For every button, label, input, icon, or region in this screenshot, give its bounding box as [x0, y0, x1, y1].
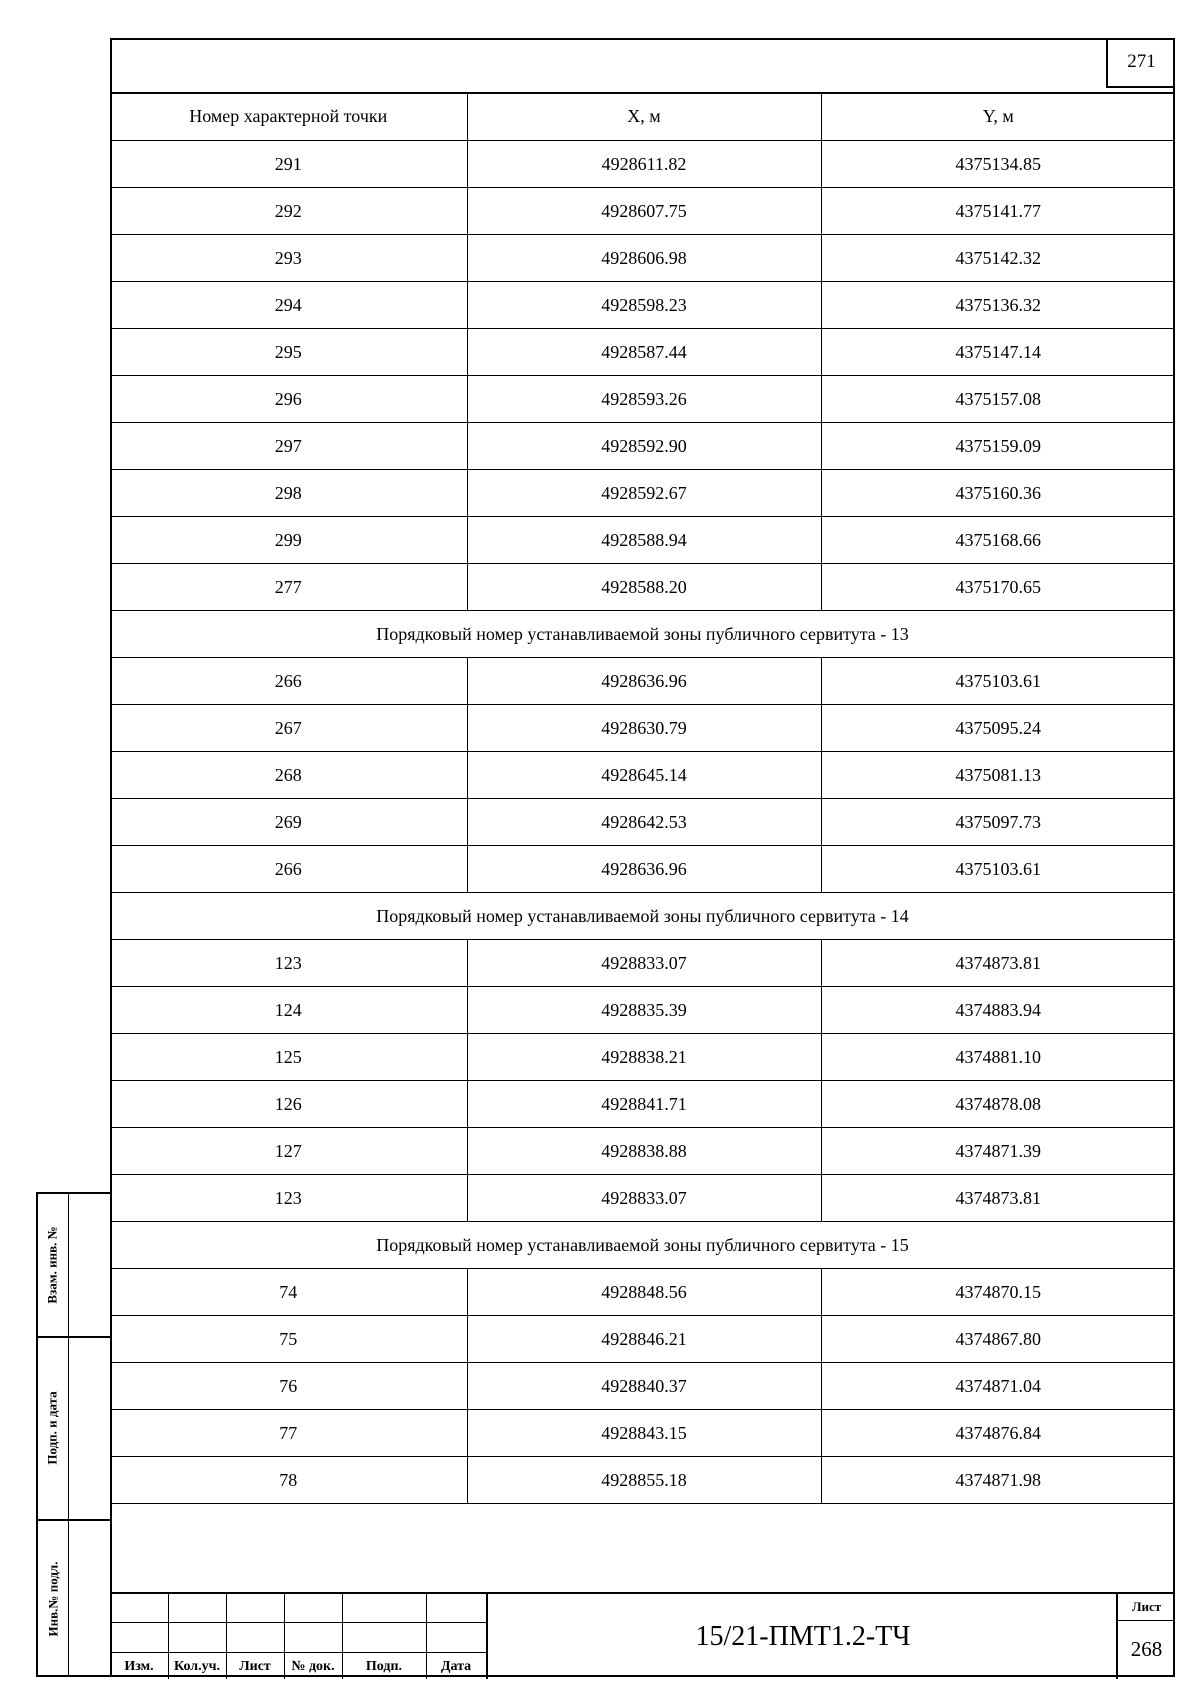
- cell-y: 4374881.10: [821, 1034, 1175, 1081]
- cell-y: 4375147.14: [821, 329, 1175, 376]
- cell-point-number: 76: [110, 1363, 467, 1410]
- table-row: [110, 799, 1175, 846]
- cell-point-number: 294: [110, 282, 467, 329]
- table-header-row: [110, 92, 1175, 141]
- cell-y: 4375142.32: [821, 235, 1175, 282]
- section-row: [110, 893, 1175, 940]
- table-row: [110, 1410, 1175, 1457]
- stamp-inv-podl: [38, 1519, 68, 1679]
- cell-y: 4375170.65: [821, 564, 1175, 611]
- sheet-label: Лист: [1118, 1594, 1175, 1621]
- stamp-vzam-inv: [38, 1194, 68, 1336]
- cell-point-number: 295: [110, 329, 467, 376]
- cell-point-number: 125: [110, 1034, 467, 1081]
- cell-y: 4375103.61: [821, 658, 1175, 705]
- table-row: [110, 1269, 1175, 1316]
- cell-y: 4375168.66: [821, 517, 1175, 564]
- cell-y: 4374878.08: [821, 1081, 1175, 1128]
- table-row: [110, 846, 1175, 893]
- cell-y: 4375097.73: [821, 799, 1175, 846]
- cell-x: 4928588.94: [467, 517, 821, 564]
- cell-point-number: 299: [110, 517, 467, 564]
- table-row: [110, 564, 1175, 611]
- header-point-number: Номер характерной точки: [110, 92, 467, 141]
- stamp-divider: [68, 1194, 69, 1675]
- sheet-number: 268: [1130, 1637, 1163, 1661]
- cell-point-number: 296: [110, 376, 467, 423]
- table-row: [110, 329, 1175, 376]
- table-row: [110, 376, 1175, 423]
- page-number: 271: [1106, 38, 1175, 88]
- table-row: [110, 235, 1175, 282]
- cell-x: 4928636.96: [467, 846, 821, 893]
- cell-point-number: 127: [110, 1128, 467, 1175]
- cell-y: 4375081.13: [821, 752, 1175, 799]
- cell-y: 4374870.15: [821, 1269, 1175, 1316]
- cell-point-number: 293: [110, 235, 467, 282]
- cell-y: 4375160.36: [821, 470, 1175, 517]
- table-body: [110, 141, 1175, 1504]
- revision-grid: [110, 1594, 486, 1679]
- table-row: [110, 282, 1175, 329]
- table-row: [110, 940, 1175, 987]
- cell-point-number: 77: [110, 1410, 467, 1457]
- table-row: [110, 1363, 1175, 1410]
- grid-line: [110, 1652, 486, 1653]
- col-kol-uch: Кол.уч.: [173, 1658, 221, 1674]
- cell-y: 4375141.77: [821, 188, 1175, 235]
- cell-x: 4928833.07: [467, 940, 821, 987]
- side-stamp: [36, 1192, 110, 1677]
- table-row: [110, 705, 1175, 752]
- cell-y: 4374883.94: [821, 987, 1175, 1034]
- table-row: [110, 423, 1175, 470]
- cell-x: 4928843.15: [467, 1410, 821, 1457]
- cell-point-number: 266: [110, 846, 467, 893]
- cell-y: 4375136.32: [821, 282, 1175, 329]
- cell-x: 4928593.26: [467, 376, 821, 423]
- table-row: [110, 1316, 1175, 1363]
- stamp-podp-data: [38, 1336, 68, 1519]
- cell-point-number: 75: [110, 1316, 467, 1363]
- cell-x: 4928642.53: [467, 799, 821, 846]
- col-podp: Подп.: [365, 1658, 403, 1674]
- cell-x: 4928833.07: [467, 1175, 821, 1222]
- cell-point-number: 277: [110, 564, 467, 611]
- cell-x: 4928587.44: [467, 329, 821, 376]
- cell-x: 4928606.98: [467, 235, 821, 282]
- table-row: [110, 517, 1175, 564]
- table-row: [110, 752, 1175, 799]
- cell-point-number: 74: [110, 1269, 467, 1316]
- cell-point-number: 267: [110, 705, 467, 752]
- cell-x: 4928592.67: [467, 470, 821, 517]
- cell-y: 4374876.84: [821, 1410, 1175, 1457]
- table-row: [110, 658, 1175, 705]
- cell-y: 4375095.24: [821, 705, 1175, 752]
- cell-x: 4928848.56: [467, 1269, 821, 1316]
- cell-y: 4375103.61: [821, 846, 1175, 893]
- cell-point-number: 266: [110, 658, 467, 705]
- cell-point-number: 269: [110, 799, 467, 846]
- cell-x: 4928598.23: [467, 282, 821, 329]
- cell-x: 4928636.96: [467, 658, 821, 705]
- coordinates-table: [110, 92, 1175, 1504]
- table-row: [110, 1081, 1175, 1128]
- document-code: 15/21-ПМТ1.2-ТЧ: [486, 1594, 1118, 1679]
- section-title: Порядковый номер устанавливаемой зоны публичного сервитута - 14: [110, 893, 1175, 940]
- cell-x: 4928841.71: [467, 1081, 821, 1128]
- col-izm: Изм.: [124, 1658, 154, 1674]
- cell-y: 4374873.81: [821, 940, 1175, 987]
- table-row: [110, 1175, 1175, 1222]
- table-row: [110, 188, 1175, 235]
- cell-x: 4928838.88: [467, 1128, 821, 1175]
- cell-y: 4375159.09: [821, 423, 1175, 470]
- cell-point-number: 78: [110, 1457, 467, 1504]
- col-data: Дата: [440, 1658, 472, 1674]
- col-n-dok: № док.: [291, 1658, 335, 1674]
- cell-point-number: 123: [110, 1175, 467, 1222]
- header-y: Y, м: [821, 92, 1175, 141]
- table-row: [110, 470, 1175, 517]
- cell-x: 4928838.21: [467, 1034, 821, 1081]
- cell-y: 4375134.85: [821, 141, 1175, 188]
- section-title: Порядковый номер устанавливаемой зоны публичного сервитута - 13: [110, 611, 1175, 658]
- header-x: X, м: [467, 92, 821, 141]
- cell-x: 4928846.21: [467, 1316, 821, 1363]
- cell-x: 4928588.20: [467, 564, 821, 611]
- sheet-box: [1116, 1594, 1175, 1679]
- cell-point-number: 291: [110, 141, 467, 188]
- section-row: [110, 1222, 1175, 1269]
- cell-y: 4374871.04: [821, 1363, 1175, 1410]
- stamp-podp-data-label: Подп. и дата: [45, 1390, 61, 1465]
- cell-y: 4375157.08: [821, 376, 1175, 423]
- cell-y: 4374873.81: [821, 1175, 1175, 1222]
- section-title: Порядковый номер устанавливаемой зоны публичного сервитута - 15: [110, 1222, 1175, 1269]
- cell-point-number: 268: [110, 752, 467, 799]
- cell-x: 4928592.90: [467, 423, 821, 470]
- table-row: [110, 1457, 1175, 1504]
- cell-x: 4928607.75: [467, 188, 821, 235]
- table-row: [110, 1128, 1175, 1175]
- cell-point-number: 124: [110, 987, 467, 1034]
- cell-y: 4374871.98: [821, 1457, 1175, 1504]
- cell-x: 4928611.82: [467, 141, 821, 188]
- section-row: [110, 611, 1175, 658]
- stamp-vzam-inv-label: Взам. инв. №: [45, 1226, 61, 1304]
- cell-x: 4928645.14: [467, 752, 821, 799]
- cell-y: 4374867.80: [821, 1316, 1175, 1363]
- cell-point-number: 292: [110, 188, 467, 235]
- col-list: Лист: [239, 1658, 271, 1674]
- stamp-inv-podl-label: Инв.№ подл.: [45, 1561, 61, 1637]
- table-row: [110, 987, 1175, 1034]
- table-row: [110, 1034, 1175, 1081]
- cell-y: 4374871.39: [821, 1128, 1175, 1175]
- cell-x: 4928840.37: [467, 1363, 821, 1410]
- cell-x: 4928855.18: [467, 1457, 821, 1504]
- cell-point-number: 297: [110, 423, 467, 470]
- table-row: [110, 141, 1175, 188]
- grid-line: [110, 1622, 486, 1623]
- title-block: [110, 1592, 1175, 1677]
- cell-x: 4928835.39: [467, 987, 821, 1034]
- cell-point-number: 126: [110, 1081, 467, 1128]
- cell-x: 4928630.79: [467, 705, 821, 752]
- cell-point-number: 123: [110, 940, 467, 987]
- cell-point-number: 298: [110, 470, 467, 517]
